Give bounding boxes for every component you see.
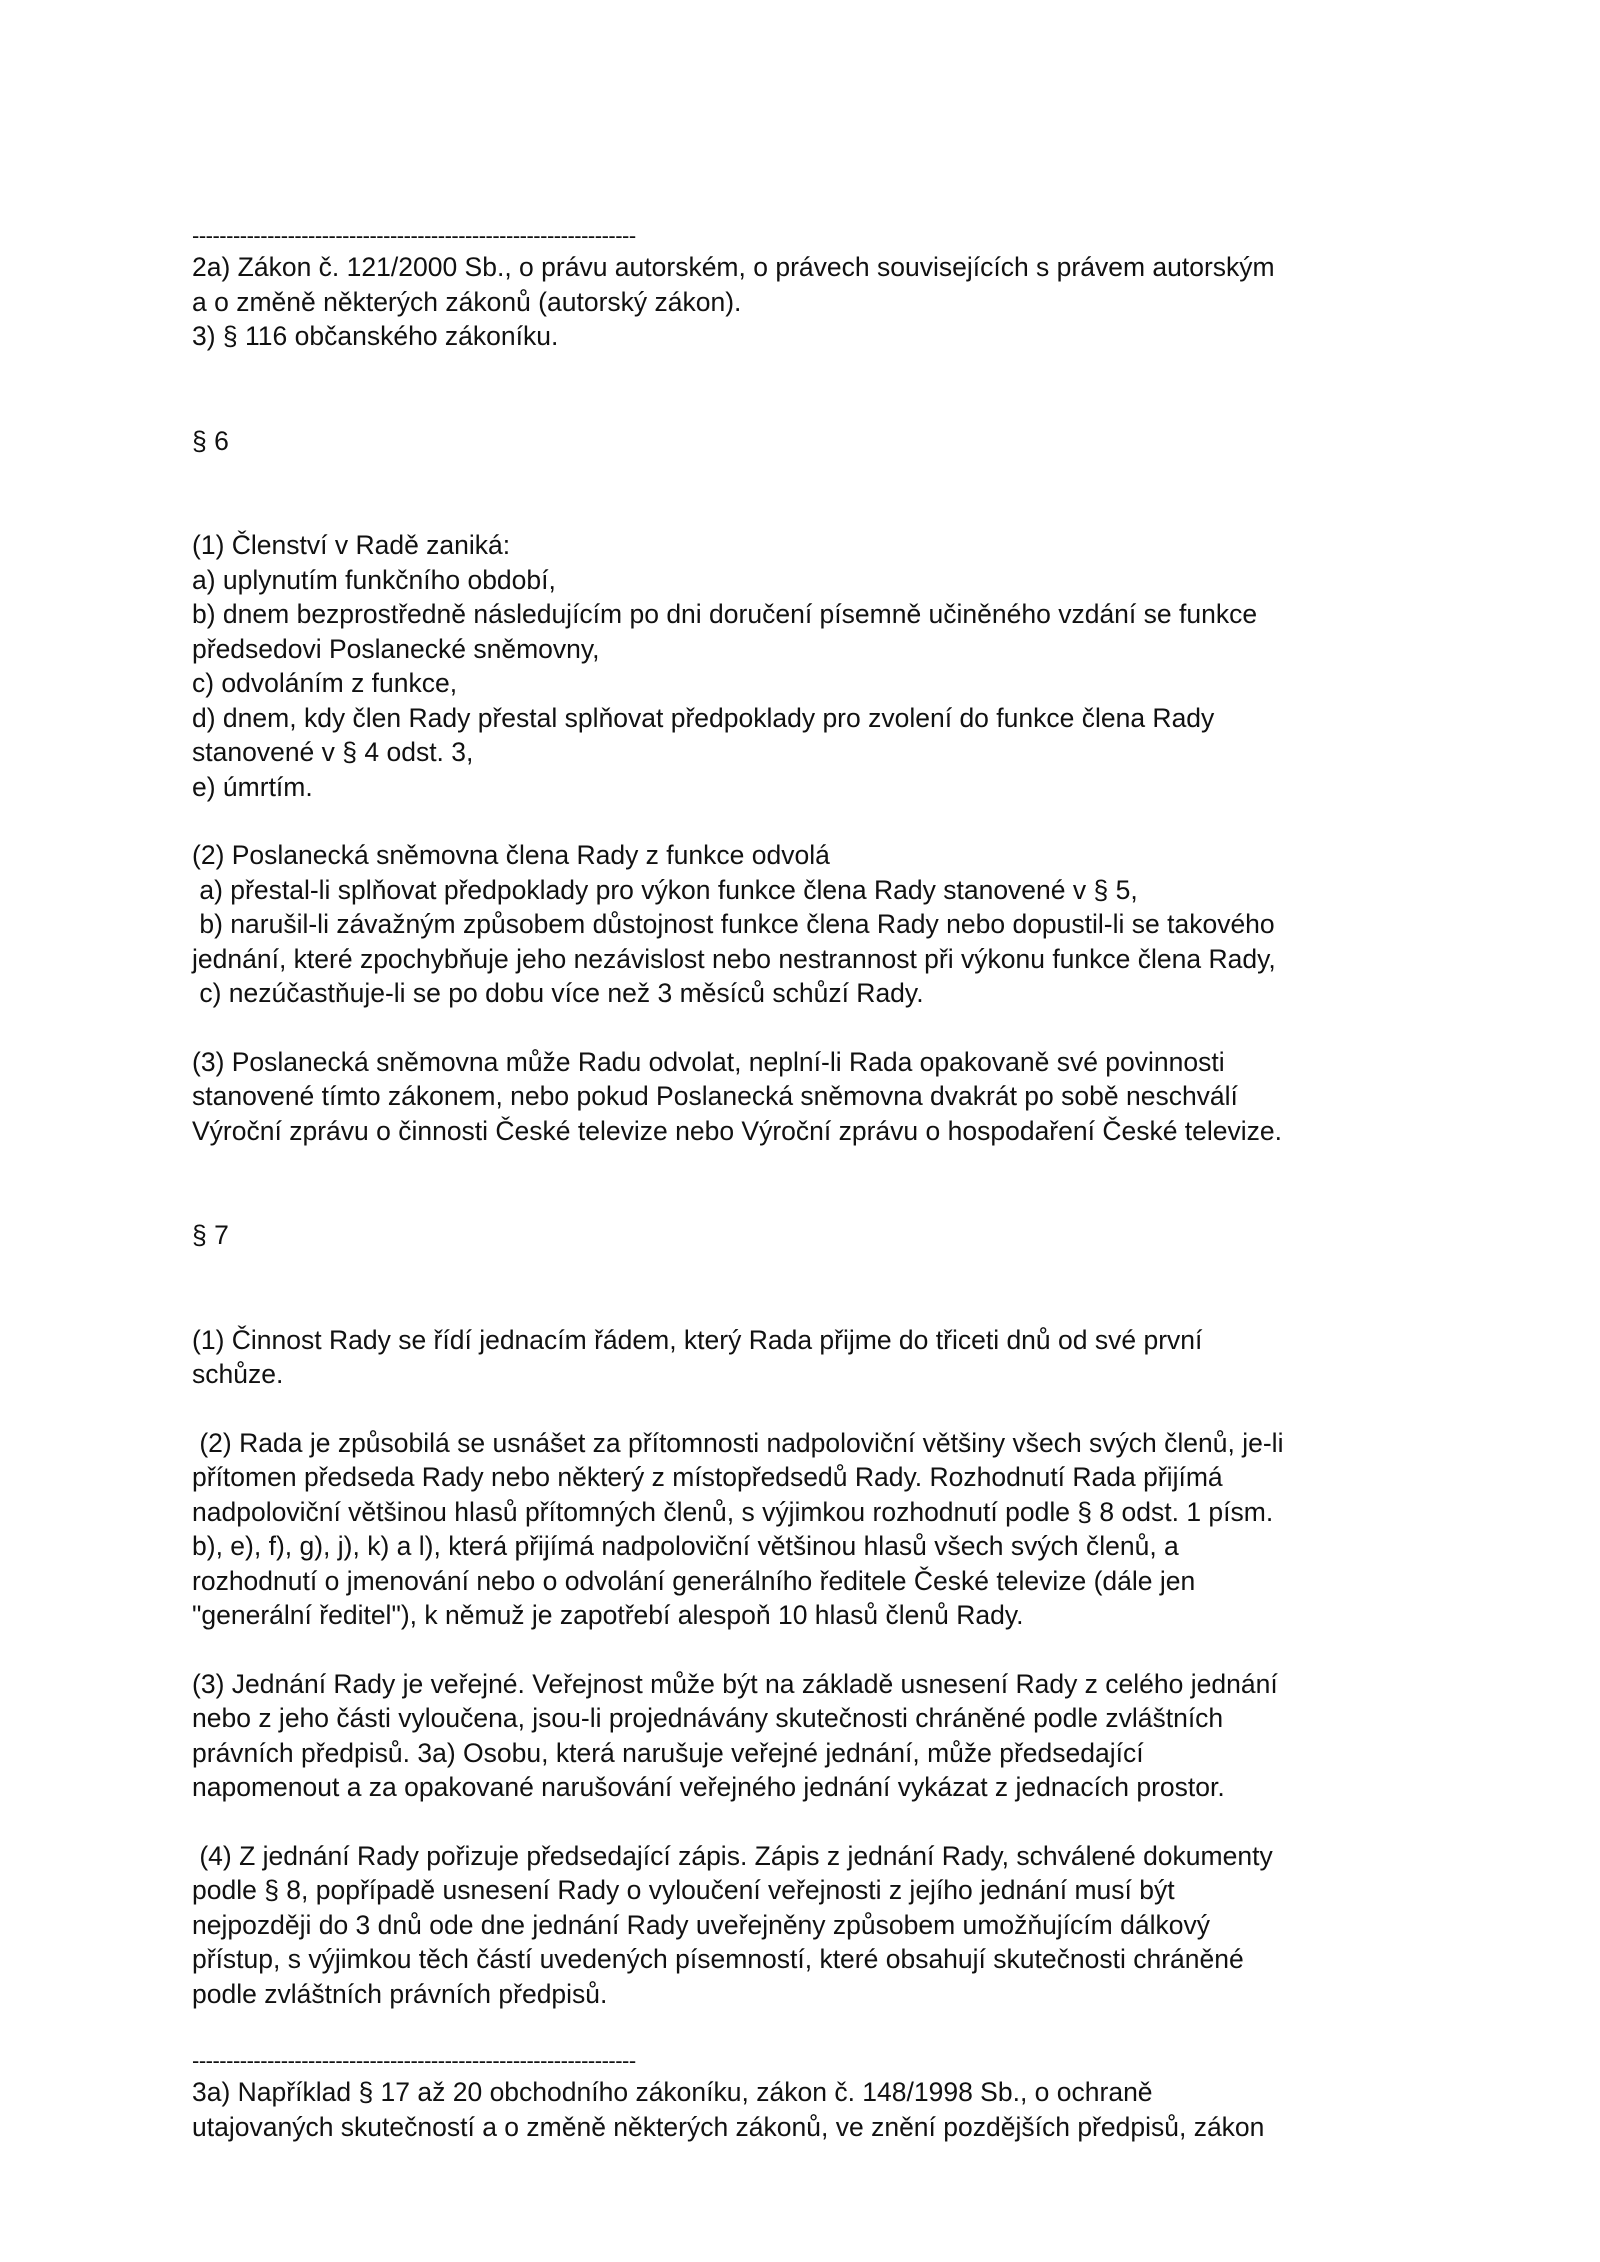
footnote-separator: ----------------------------------------------------------------- [192, 223, 636, 248]
paragraph-line: "generální ředitel"), k němuž je zapotřebí alespoň 10 hlasů členů Rady. [192, 1600, 1024, 1630]
paragraph-line: stanovené v § 4 odst. 3, [192, 737, 474, 767]
footnote-separator: ----------------------------------------------------------------- [192, 2048, 636, 2073]
section-heading-6: § 6 [192, 425, 229, 456]
section7-paragraph-4 [192, 1839, 1442, 2012]
paragraph-line: schůze. [192, 1359, 284, 1389]
paragraph-line: b), e), f), g), j), k) a l), která přijímá nadpoloviční většinou hlasů všech svých členů, a [192, 1531, 1179, 1561]
paragraph-line: předsedovi Poslanecké sněmovny, [192, 633, 600, 664]
section6-paragraph-2 [192, 838, 1442, 1011]
paragraph-line: a) přestal-li splňovat předpoklady pro výkon funkce člena Rady stanovené v § 5, [192, 874, 1138, 905]
paragraph-line: b) narušil-li závažným způsobem důstojnost funkce člena Rady nebo dopustil-li se takového [192, 909, 1275, 939]
section-heading-7: § 7 [192, 1220, 229, 1250]
footnotes-bottom [192, 2047, 1442, 2144]
footnotes-top [192, 222, 1442, 354]
paragraph-line: (1) Činnost Rady se řídí jednacím řádem, který Rada přijme do třiceti dnů od své první [192, 1324, 1203, 1355]
paragraph-line: e) úmrtím. [192, 771, 313, 802]
paragraph-line: nadpoloviční většinou hlasů přítomných členů, s výjimkou rozhodnutí podle § 8 odst. 1 písm. [192, 1496, 1274, 1527]
footnote-line: utajovaných skutečností a o změně některých zákonů, ve znění pozdějších předpisů, zákon [192, 2111, 1265, 2142]
footnote-line: 3a) Například § 17 až 20 obchodního zákoníku, zákon č. 148/1998 Sb., o ochraně [192, 2077, 1153, 2107]
paragraph-line: podle § 8, popřípadě usnesení Rady o vyloučení veřejnosti z jejího jednání musí být [192, 1875, 1175, 1905]
section6-paragraph-1 [192, 528, 1442, 804]
section7-paragraph-2 [192, 1426, 1442, 1633]
section6-paragraph-3 [192, 1045, 1442, 1149]
paragraph-line: stanovené tímto zákonem, nebo pokud Poslanecká sněmovna dvakrát po sobě neschválí [192, 1081, 1238, 1111]
paragraph-line: právních předpisů. 3a) Osobu, která narušuje veřejné jednání, může předsedající [192, 1737, 1144, 1768]
paragraph-line: přítomen předseda Rady nebo některý z místopředsedů Rady. Rozhodnutí Rada přijímá [192, 1462, 1223, 1492]
paragraph-line: podle zvláštních právních předpisů. [192, 1978, 608, 2009]
paragraph-line: jednání, které zpochybňuje jeho nezávislost nebo nestrannost při výkonu funkce člena Rady, [192, 943, 1276, 974]
paragraph-line: (3) Poslanecká sněmovna může Radu odvolat, neplní-li Rada opakovaně své povinnosti [192, 1046, 1225, 1077]
footnote-line: 3) § 116 občanského zákoníku. [192, 321, 559, 351]
paragraph-line: (3) Jednání Rady je veřejné. Veřejnost může být na základě usnesení Rady z celého jednání [192, 1668, 1278, 1699]
footnote-line: a o změně některých zákonů (autorský zákon). [192, 286, 742, 317]
footnote-line: 2a) Zákon č. 121/2000 Sb., o právu autorském, o právech souvisejících s právem autorským [192, 252, 1275, 282]
paragraph-line: (2) Rada je způsobilá se usnášet za přítomnosti nadpoloviční většiny všech svých členů, je-li [192, 1427, 1284, 1458]
paragraph-line: přístup, s výjimkou těch částí uvedených písemností, které obsahují skutečnosti chráněné [192, 1944, 1244, 1974]
section7-paragraph-3 [192, 1667, 1442, 1805]
paragraph-line: b) dnem bezprostředně následujícím po dni doručení písemně učiněného vzdání se funkce [192, 599, 1258, 629]
paragraph-line: (1) Členství v Radě zaniká: [192, 530, 511, 560]
section7-paragraph-1 [192, 1323, 1442, 1392]
paragraph-line: Výroční zprávu o činnosti České televize nebo Výroční zprávu o hospodaření České televize. [192, 1115, 1283, 1146]
paragraph-line: c) nezúčastňuje-li se po dobu více než 3 měsíců schůzí Rady. [192, 978, 924, 1008]
paragraph-line: nebo z jeho části vyloučena, jsou-li projednávány skutečnosti chráněné podle zvláštních [192, 1703, 1224, 1733]
paragraph-line: rozhodnutí o jmenování nebo o odvolání generálního ředitele České televize (dále jen [192, 1565, 1196, 1596]
paragraph-line: c) odvoláním z funkce, [192, 668, 458, 698]
paragraph-line: d) dnem, kdy člen Rady přestal splňovat předpoklady pro zvolení do funkce člena Rady [192, 702, 1215, 733]
paragraph-line: napomenout a za opakované narušování veřejného jednání vykázat z jednacích prostor. [192, 1772, 1225, 1802]
document-page [192, 222, 1442, 2144]
paragraph-line: a) uplynutím funkčního období, [192, 564, 556, 595]
paragraph-line: nejpozději do 3 dnů ode dne jednání Rady uveřejněny způsobem umožňujícím dálkový [192, 1909, 1210, 1940]
paragraph-line: (4) Z jednání Rady pořizuje předsedající zápis. Zápis z jednání Rady, schválené dokumenty [192, 1840, 1273, 1871]
paragraph-line: (2) Poslanecká sněmovna člena Rady z funkce odvolá [192, 840, 830, 870]
